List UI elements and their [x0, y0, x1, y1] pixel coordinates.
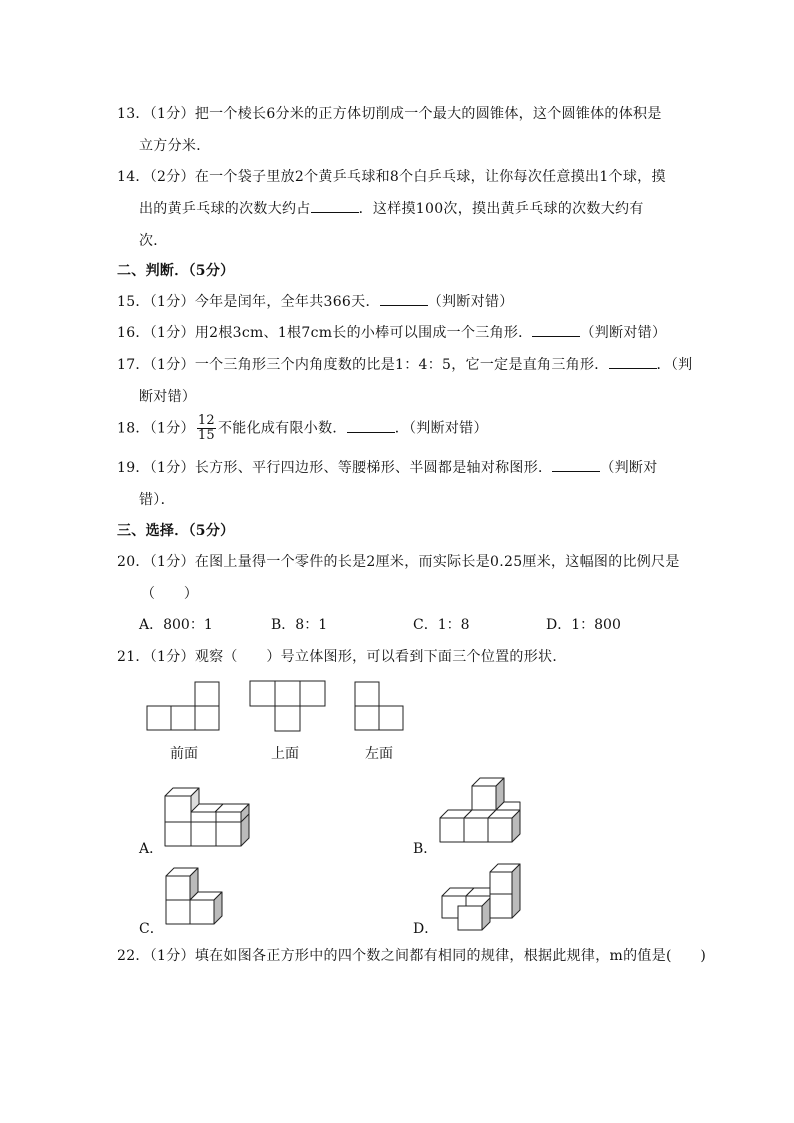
- q20-option-c[interactable]: C．1：8: [413, 617, 470, 633]
- q20-option-b[interactable]: B．8：1: [271, 617, 328, 633]
- q21-option-c[interactable]: C．: [139, 921, 164, 937]
- q14-line1: 14．（2分）在一个袋子里放2个黄乒乓球和8个白乒乓球，让你每次任意摸出1个球，摸: [117, 169, 666, 185]
- q21-option-d[interactable]: D．: [413, 921, 439, 937]
- fraction-numerator: 12: [197, 413, 215, 428]
- answer-blank[interactable]: [609, 356, 657, 369]
- section-title-choice: 三、选择．（5分）: [117, 523, 235, 539]
- front-view-figure: [146, 680, 226, 734]
- q21-line1: 21．（1分）观察（ ）号立体图形，可以看到下面三个位置的形状．: [117, 649, 567, 665]
- option-a-cube-figure[interactable]: [160, 786, 270, 850]
- q18-text: 不能化成有限小数．: [217, 420, 347, 437]
- q19-line2: 错）．: [139, 492, 175, 508]
- q17-line2: 断对错）: [139, 389, 197, 405]
- q20-option-a[interactable]: A．800：1: [139, 617, 213, 633]
- answer-blank[interactable]: [532, 324, 580, 337]
- q17-hint: ．（判: [656, 357, 693, 373]
- option-b-cube-figure[interactable]: [438, 776, 528, 846]
- q16: [117, 322, 666, 342]
- q21-option-b[interactable]: B．: [413, 841, 438, 857]
- q15-text: 15．（1分）今年是闰年，全年共366天．: [117, 294, 380, 310]
- answer-blank[interactable]: [347, 420, 395, 433]
- q15: [117, 291, 514, 311]
- q14-line3: 次．: [139, 233, 168, 249]
- view-label-front: 前面: [170, 746, 198, 762]
- option-c-cube-figure[interactable]: [162, 866, 242, 930]
- answer-blank[interactable]: [311, 200, 359, 213]
- q16-text: 16．（1分）用2根3cm、1根7cm长的小棒可以围成一个三角形．: [117, 325, 533, 341]
- q17-text: 17．（1分）一个三角形三个内角度数的比是1：4：5，它一定是直角三角形．: [117, 357, 609, 373]
- q18-hint: ．（判断对错）: [394, 420, 488, 437]
- top-view-figure: [248, 680, 328, 734]
- q19-text: 19．（1分）长方形、平行四边形、等腰梯形、半圆都是轴对称图形．: [117, 460, 553, 476]
- answer-blank[interactable]: [552, 459, 600, 472]
- q14-line2: [139, 198, 644, 218]
- q18: [117, 414, 488, 443]
- fraction-denominator: 15: [197, 428, 215, 443]
- q17-line1: [117, 354, 692, 374]
- section-title-judge: 二、判断．（5分）: [117, 263, 235, 279]
- left-view-figure: [354, 680, 410, 734]
- q19-hint: （判断对: [600, 460, 658, 476]
- q18-prefix: 18．（1分）: [117, 420, 195, 437]
- q13-line1: 13．（1分）把一个棱长6分米的正方体切削成一个最大的圆锥体，这个圆锥体的体积是: [117, 106, 662, 122]
- q22-line1: 22．（1分）填在如图各正方形中的四个数之间都有相同的规律，根据此规律，m的值是( ): [117, 948, 707, 964]
- view-label-top: 上面: [271, 746, 299, 762]
- q20-line1: 20．（1分）在图上量得一个零件的长是2厘米，而实际长是0.25厘米，这幅图的比例尺是: [117, 554, 680, 570]
- option-d-cube-figure[interactable]: [438, 862, 528, 932]
- q13-line2: 立方分米．: [139, 138, 211, 154]
- view-label-left: 左面: [365, 746, 393, 762]
- q20-line2: （ ）: [141, 586, 199, 602]
- q20-option-d[interactable]: D．1：800: [546, 617, 621, 633]
- q15-hint: （判断对错）: [427, 294, 514, 310]
- q19-line1: [117, 457, 658, 477]
- q14-line2-part-b: ．这样摸100次，摸出黄乒乓球的次数大约有: [358, 201, 644, 217]
- q14-line2-part-a: 出的黄乒乓球的次数大约占: [139, 201, 311, 217]
- q16-hint: （判断对错）: [580, 325, 667, 341]
- answer-blank[interactable]: [380, 293, 428, 306]
- fraction: [197, 414, 216, 443]
- q21-option-a[interactable]: A．: [139, 841, 164, 857]
